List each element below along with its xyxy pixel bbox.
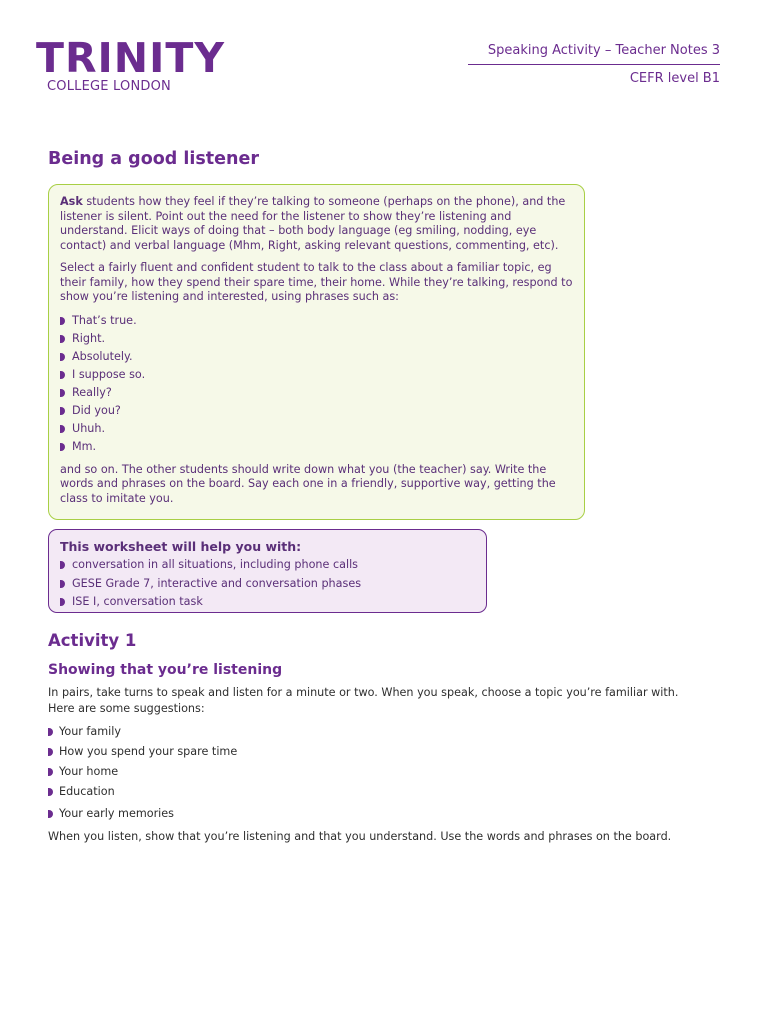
bullet-icon bbox=[60, 407, 65, 415]
bullet-icon bbox=[60, 598, 65, 606]
activity-intro: In pairs, take turns to speak and listen for a minute or two. When you speak, choose a topic you’re familiar with. Here are some suggestions: bbox=[48, 686, 679, 715]
document-title: Speaking Activity – Teacher Notes 3 bbox=[487, 43, 720, 58]
paragraph-1-text: students how they feel if they’re talking to someone (perhaps on the phone), and the listener is silent. Point out the need for the listener to show they’re listening and understand. Elicit ways of doing that – both body language (eg smiling, nodding, eye contact) and verbal language (Mhm, Right, asking relevant questions, commenting, etc). bbox=[60, 195, 566, 252]
activity-title: Activity 1 bbox=[48, 631, 137, 650]
list-item: Your early memories bbox=[48, 806, 237, 826]
list-item: ISE I, conversation task bbox=[60, 594, 475, 613]
activity-subtitle: Showing that you’re listening bbox=[48, 662, 283, 678]
teacher-notes-box bbox=[48, 184, 585, 520]
bullet-icon bbox=[60, 335, 65, 343]
list-item: Your home bbox=[48, 764, 237, 784]
list-item: How you spend your spare time bbox=[48, 744, 237, 764]
list-item: Education bbox=[48, 784, 237, 804]
bullet-icon bbox=[60, 389, 65, 397]
list-item: GESE Grade 7, interactive and conversation phases bbox=[60, 576, 475, 595]
bullet-icon bbox=[60, 317, 65, 325]
worksheet-help-list bbox=[60, 557, 475, 613]
list-item: Did you? bbox=[60, 403, 573, 421]
header-divider bbox=[468, 64, 720, 65]
teacher-notes-paragraph-1 bbox=[60, 195, 573, 253]
list-item: I suppose so. bbox=[60, 367, 573, 385]
bullet-icon bbox=[48, 748, 53, 756]
bullet-icon bbox=[48, 788, 53, 796]
trinity-logo-subtitle: COLLEGE LONDON bbox=[47, 79, 171, 94]
bullet-icon bbox=[60, 443, 65, 451]
list-item: Mm. bbox=[60, 439, 573, 457]
worksheet-help-box bbox=[48, 529, 487, 613]
teacher-notes-paragraph-2: Select a fairly fluent and confident student to talk to the class about a familiar topic, eg their family, how they spend their spare time, their home. While they’re talking, respond to show you’re listening and interested, using phrases such as: bbox=[60, 261, 573, 303]
teacher-notes-paragraph-3: and so on. The other students should write down what you (the teacher) say. Write the words and phrases on the board. Say each one in a friendly, supportive way, getting the class to imitate you. bbox=[60, 462, 556, 505]
list-item: conversation in all situations, including phone calls bbox=[60, 557, 475, 576]
bullet-icon bbox=[60, 353, 65, 361]
bullet-icon bbox=[60, 580, 65, 588]
bullet-icon bbox=[60, 371, 65, 379]
activity-closing: When you listen, show that you’re listening and that you understand. Use the words and phrases on the board. bbox=[48, 830, 672, 843]
list-item: Your family bbox=[48, 724, 237, 744]
bullet-icon bbox=[48, 810, 53, 818]
worksheet-help-title: This worksheet will help you with: bbox=[60, 539, 302, 554]
bullet-icon bbox=[48, 768, 53, 776]
page-title: Being a good listener bbox=[48, 149, 259, 169]
list-item: Really? bbox=[60, 385, 573, 403]
bullet-icon bbox=[60, 561, 65, 569]
bullet-icon bbox=[60, 425, 65, 433]
trinity-logo: TRINITY bbox=[36, 34, 226, 82]
phrase-list bbox=[60, 313, 573, 457]
cefr-level: CEFR level B1 bbox=[629, 71, 720, 86]
list-item: Absolutely. bbox=[60, 349, 573, 367]
list-item: Right. bbox=[60, 331, 573, 349]
bullet-icon bbox=[48, 728, 53, 736]
list-item: That’s true. bbox=[60, 313, 573, 331]
ask-keyword: Ask bbox=[60, 195, 83, 208]
suggestion-list bbox=[48, 724, 237, 826]
list-item: Uhuh. bbox=[60, 421, 573, 439]
